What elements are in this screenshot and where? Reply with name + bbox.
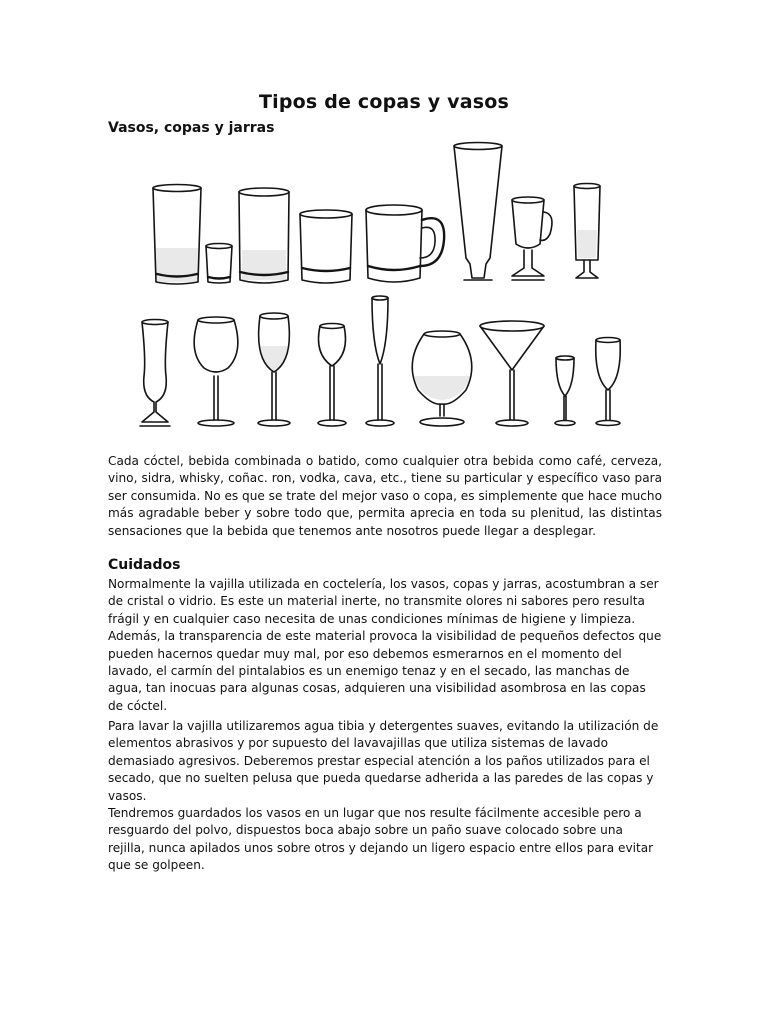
paragraph-text: Normalmente la vajilla utilizada en coctelería, los vasos, copas y jarras, acostumbran a ser de cristal o vidrio. Es este un material inerte, no transmite olores ni sabores pero resulta frágil y en cualquier caso necesita de unas condiciones mínimas de higiene y limpieza. Además, la transparencia de este material provoca la visibilidad de pequeños defectos que pueden hacernos quedar muy mal, por eso debemos esmerarnos en el momento del lavado, el carmín del pintalabios es un enemigo tenaz y en el secado, las manchas de agua, tan inocuas para algunas cosas, adquieren una visibilidad asombrosa en las copas de cóctel. bbox=[108, 577, 662, 713]
brandy-snifter-icon bbox=[412, 331, 472, 426]
champagne-flute-icon bbox=[366, 296, 394, 426]
irish-coffee-glass-icon bbox=[512, 197, 552, 280]
pilsner-glass-icon bbox=[454, 143, 502, 281]
tumbler-glass-icon bbox=[239, 188, 289, 283]
intro-paragraph: Cada cóctel, bebida combinada o batido, como cualquier otra bebida como café, cerveza, vino, sidra, whisky, coñac. ron, vodka, cava, etc., tiene su particular y específico vaso para ser consumida. No es que se trate del mejor vaso o copa, es simplemente que hace mucho más agradable beber y sobre todo que, permita aprecia en toda su plenitud, las distintas sensaciones que la bebida que tenemos ante nosotros puede llegar a desplegar. bbox=[108, 454, 662, 538]
care-paragraph-3 bbox=[108, 805, 662, 875]
old-fashioned-glass-icon bbox=[300, 210, 352, 283]
burgundy-wine-glass-icon bbox=[194, 317, 238, 426]
glassware-illustration bbox=[128, 140, 648, 432]
page-title: Tipos de copas y vasos bbox=[258, 91, 510, 113]
martini-glass-icon bbox=[480, 321, 544, 426]
hurricane-glass-icon bbox=[140, 320, 170, 427]
highball-glass-icon bbox=[153, 185, 201, 285]
beer-mug-icon bbox=[366, 205, 444, 282]
sherry-glass-icon bbox=[596, 338, 621, 426]
section-title-cuidados: Cuidados bbox=[108, 557, 181, 573]
tulip-glass-icon bbox=[318, 324, 346, 427]
shot-glass-icon bbox=[206, 244, 232, 284]
paragraph-text: Tendremos guardados los vasos en un lugar que nos resulte fácilmente accesible pero a resguardo del polvo, dispuestos boca abajo sobre un paño suave colocado sobre una rejilla, nunca apilados unos sobre otros y dejando un ligero espacio entre ellos para evitar que se golpeen. bbox=[108, 806, 654, 873]
care-paragraph-1 bbox=[108, 576, 662, 715]
care-paragraph-2 bbox=[108, 718, 662, 805]
paragraph-text: Para lavar la vajilla utilizaremos agua tibia y detergentes suaves, evitando la utilización de elementos abrasivos y por supuesto del lavavajillas que utiliza sistemas de lavado demasiado agresivos. Deberemos prestar especial atención a los paños utilizados para el secado, que no suelten pelusa que pueda quedarse adherida a las paredes de las copas y vasos. bbox=[108, 719, 659, 803]
footed-shooter-glass-icon bbox=[574, 184, 600, 279]
intro-paragraph-block bbox=[108, 453, 662, 540]
section-subtitle: Vasos, copas y jarras bbox=[108, 120, 275, 136]
white-wine-glass-icon bbox=[258, 313, 290, 426]
liqueur-glass-icon bbox=[555, 356, 575, 426]
